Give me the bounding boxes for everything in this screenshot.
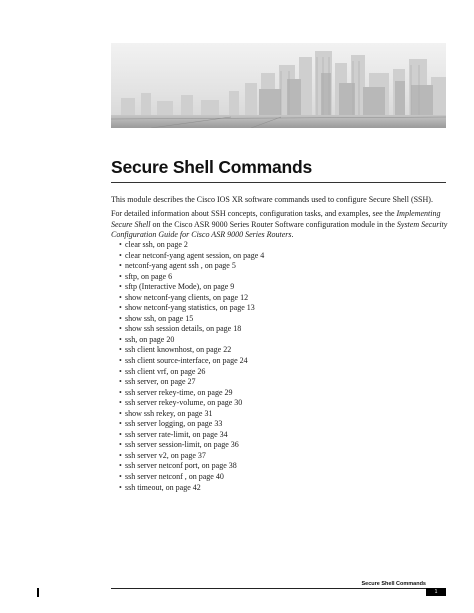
reference-implementing-secure-shell: Implementing Secure Shell <box>111 209 441 229</box>
footer-page-number: 1 <box>426 588 446 596</box>
skyline-image <box>111 43 446 128</box>
command-list-item[interactable] <box>119 377 264 388</box>
bullet-icon: • <box>119 408 122 418</box>
city-skyline-banner <box>111 43 446 128</box>
command-link[interactable]: ssh server, on page 27 <box>125 377 196 387</box>
command-list-item[interactable] <box>119 483 264 494</box>
bullet-icon: • <box>119 271 122 281</box>
command-link[interactable]: show ssh, on page 15 <box>125 313 194 323</box>
bullet-icon: • <box>119 387 122 397</box>
details-paragraph <box>111 209 451 241</box>
command-list-item[interactable] <box>119 335 264 346</box>
command-list-item[interactable] <box>119 314 264 325</box>
details-lead: For detailed information about SSH concepts, configuration tasks, and examples, see the <box>111 209 397 218</box>
title-divider <box>111 182 446 183</box>
bullet-icon: • <box>119 440 122 450</box>
command-link[interactable]: ssh server rekey-volume, on page 30 <box>125 398 243 408</box>
bullet-icon: • <box>119 240 122 249</box>
bullet-icon: • <box>119 472 122 482</box>
command-link[interactable]: sftp (Interactive Mode), on page 9 <box>125 282 235 292</box>
bullet-icon: • <box>119 429 122 439</box>
command-link[interactable]: show ssh session details, on page 18 <box>125 324 242 334</box>
command-list-item[interactable] <box>119 324 264 335</box>
command-list-item[interactable] <box>119 293 264 304</box>
command-list-item[interactable] <box>119 451 264 462</box>
command-link[interactable]: ssh server rekey-time, on page 29 <box>125 387 233 397</box>
intro-paragraph: This module describes the Cisco IOS XR software commands used to configure Secure Shell (SSH). <box>111 195 433 204</box>
command-link[interactable]: show ssh rekey, on page 31 <box>125 408 213 418</box>
command-list-item[interactable] <box>119 419 264 430</box>
command-list-item[interactable] <box>119 472 264 483</box>
command-list-item[interactable] <box>119 398 264 409</box>
bullet-icon: • <box>119 366 122 376</box>
command-link[interactable]: clear ssh, on page 2 <box>125 240 188 249</box>
command-list-item[interactable] <box>119 356 264 367</box>
bullet-icon: • <box>119 461 122 471</box>
bullet-icon: • <box>119 377 122 387</box>
bullet-icon: • <box>119 282 122 292</box>
command-link[interactable]: ssh timeout, on page 42 <box>125 482 201 492</box>
command-list-item[interactable] <box>119 303 264 314</box>
command-link[interactable]: ssh client knownhost, on page 22 <box>125 345 232 355</box>
command-link[interactable]: show netconf-yang statistics, on page 13 <box>125 303 255 313</box>
command-link[interactable]: ssh server session-limit, on page 36 <box>125 440 239 450</box>
command-link[interactable]: clear netconf-yang agent session, on page 4 <box>125 250 265 260</box>
bullet-icon: • <box>119 419 122 429</box>
command-link[interactable]: ssh server v2, on page 37 <box>125 450 206 460</box>
command-link[interactable]: ssh server netconf , on page 40 <box>125 472 224 482</box>
command-list-item[interactable] <box>119 251 264 262</box>
bullet-icon: • <box>119 345 122 355</box>
command-list-item[interactable] <box>119 272 264 283</box>
command-link[interactable]: ssh server logging, on page 33 <box>125 419 223 429</box>
command-list-item[interactable] <box>119 261 264 272</box>
bullet-icon: • <box>119 482 122 492</box>
command-list-item[interactable] <box>119 388 264 399</box>
footer-chapter-label: Secure Shell Commands <box>361 581 426 587</box>
command-list-item[interactable] <box>119 409 264 420</box>
command-list <box>119 240 264 493</box>
command-link[interactable]: netconf-yang agent ssh , on page 5 <box>125 261 236 271</box>
command-link[interactable]: ssh client vrf, on page 26 <box>125 366 206 376</box>
command-link[interactable]: ssh server netconf port, on page 38 <box>125 461 237 471</box>
command-list-item[interactable] <box>119 345 264 356</box>
command-list-item[interactable] <box>119 367 264 378</box>
bullet-icon: • <box>119 334 122 344</box>
bullet-icon: • <box>119 250 122 260</box>
bullet-icon: • <box>119 303 122 313</box>
command-link[interactable]: ssh client source-interface, on page 24 <box>125 356 248 366</box>
bullet-icon: • <box>119 398 122 408</box>
command-list-item[interactable] <box>119 440 264 451</box>
bullet-icon: • <box>119 450 122 460</box>
command-list-item[interactable] <box>119 282 264 293</box>
command-link[interactable]: ssh, on page 20 <box>125 334 175 344</box>
details-mid: on the Cisco ASR 9000 Series Router Software configuration module in the <box>150 219 397 229</box>
footer-left-marker <box>37 588 39 597</box>
command-link[interactable]: sftp, on page 6 <box>125 271 173 281</box>
bullet-icon: • <box>119 292 122 302</box>
reference-system-security-guide: System Security Configuration Guide for Cisco ASR 9000 Series Routers <box>111 219 448 239</box>
command-link[interactable]: show netconf-yang clients, on page 12 <box>125 292 249 302</box>
bullet-icon: • <box>119 313 122 323</box>
bullet-icon: • <box>119 356 122 366</box>
page-title: Secure Shell Commands <box>111 157 313 177</box>
bullet-icon: • <box>119 324 122 334</box>
footer-divider <box>111 588 446 589</box>
details-tail: . <box>291 230 294 239</box>
command-list-item[interactable] <box>119 430 264 441</box>
command-list-item[interactable] <box>119 461 264 472</box>
bullet-icon: • <box>119 261 122 271</box>
command-list-item[interactable] <box>119 240 264 251</box>
command-link[interactable]: ssh server rate-limit, on page 34 <box>125 429 228 439</box>
